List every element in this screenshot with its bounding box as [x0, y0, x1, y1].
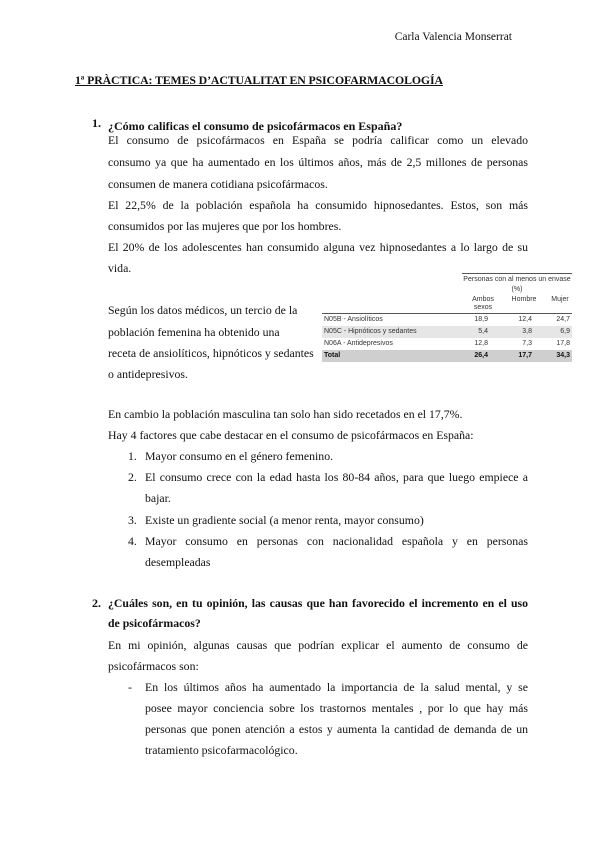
section-2-question-line-1: ¿Cuáles son, en tu opinión, las causas que han favorecido el incremento en el uso [108, 596, 528, 610]
factor-2-line-2: bajar. [145, 491, 171, 505]
page-title: 1ª PRÀCTICA: TEMES D’ACTUALITAT EN PSICOFARMACOLOGÍA [75, 73, 443, 87]
table-top-rule [462, 273, 572, 274]
cell-women: 6,9 [560, 328, 570, 335]
s1-p3-line-1: El 20% de los adolescentes han consumido alguna vez hipnosedantes a lo largo de su [108, 240, 528, 254]
prescription-table [320, 270, 572, 365]
row-label: Total [324, 352, 341, 359]
s1-p1-line-1: El consumo de psicofármacos en España se podría calificar como un elevado [108, 133, 528, 147]
table-row [322, 338, 572, 350]
factor-1-text: Mayor consumo en el género femenino. [145, 449, 334, 463]
table-header: Personas con al menos un envase (%) [463, 276, 571, 293]
s1-side-line-3: receta de ansiolíticos, hipnóticos y sedantes [108, 346, 314, 360]
cell-men: 12,4 [518, 316, 532, 323]
s2-bullet-line-1: En los últimos años ha aumentado la importancia de la salud mental, y se [145, 680, 528, 694]
factor-4-line-1: Mayor consumo en personas con nacionalidad española y en personas [145, 534, 528, 548]
s2-bullet-line-4: tratamiento psicofarmacológico. [145, 743, 298, 757]
row-label: N05B - Ansiolíticos [324, 316, 383, 323]
s1-p2-line-2: consumidos por las mujeres que por los hombres. [108, 219, 342, 233]
s2-p1-line-2: psicofármacos son: [108, 659, 199, 673]
section-2-number: 2. [92, 596, 101, 610]
s1-p1-line-3: consumen de manera cotidiana psicofármacos. [108, 177, 328, 191]
cell-both: 12,8 [474, 340, 488, 347]
s1-side-line-4: o antidepresivos. [108, 367, 188, 381]
s1-p5: Hay 4 factores que cabe destacar en el consumo de psicofármacos en España: [108, 428, 474, 442]
row-label: N06A - Antidepresivos [324, 340, 393, 347]
factor-2-line-1: El consumo crece con la edad hasta los 80-84 años, para que luego empiece a [145, 470, 528, 484]
s1-p2-line-1: El 22,5% de la población española ha consumido hipnosedantes. Estos, son más [108, 198, 528, 212]
cell-women: 34,3 [556, 352, 570, 359]
factor-4-number: 4. [128, 534, 137, 548]
factor-4-line-2: desempleadas [145, 555, 211, 569]
cell-men: 17,7 [518, 352, 532, 359]
s1-p1-line-2: consumo ya que ha aumentado en los últimos años, más de 2,5 millones de personas [108, 155, 528, 169]
col-women: Mujer [551, 296, 569, 303]
factor-3-number: 3. [128, 513, 137, 527]
cell-men: 7,3 [522, 340, 532, 347]
section-1-question-text: ¿Cómo calificas el consumo de psicofármacos en España? [108, 119, 403, 133]
col-men: Hombre [511, 296, 537, 303]
cell-men: 3,8 [522, 328, 532, 335]
factor-1-number: 1. [128, 449, 137, 463]
table-row [322, 314, 572, 326]
factor-2-number: 2. [128, 470, 137, 484]
section-1-number: 1. [92, 116, 101, 130]
cell-women: 17,8 [556, 340, 570, 347]
table-row-total [322, 350, 572, 362]
s1-side-line-2: población femenina ha obtenido una [108, 325, 280, 339]
s1-p3-line-2: vida. [108, 261, 132, 275]
table-row [322, 326, 572, 338]
s1-side-line-1: Según los datos médicos, un tercio de la [108, 303, 298, 317]
col-both: Ambos sexos [472, 296, 494, 311]
cell-both: 18,9 [474, 316, 488, 323]
cell-both: 26,4 [474, 352, 488, 359]
cell-women: 24,7 [556, 316, 570, 323]
factor-3-text: Existe un gradiente social (a menor renta, mayor consumo) [145, 513, 424, 527]
cell-both: 5,4 [478, 328, 488, 335]
s1-p4: En cambio la población masculina tan solo han sido recetados en el 17,7%. [108, 407, 463, 421]
s2-bullet-line-3: personas que ponen atención a estos y aumenta la cantidad de demanda de un [145, 722, 528, 736]
author-name: Carla Valencia Monserrat [394, 31, 512, 43]
bullet-marker: - [128, 680, 132, 694]
s2-bullet-line-2: posee mayor conciencia sobre los trastornos mentales , por lo que hay más [145, 701, 528, 715]
section-2-question-line-2: de psicofármacos? [108, 616, 201, 630]
row-label: N05C - Hipnóticos y sedantes [324, 328, 417, 335]
s2-p1-line-1: En mi opinión, algunas causas que podrían explicar el aumento de consumo de [108, 638, 528, 652]
